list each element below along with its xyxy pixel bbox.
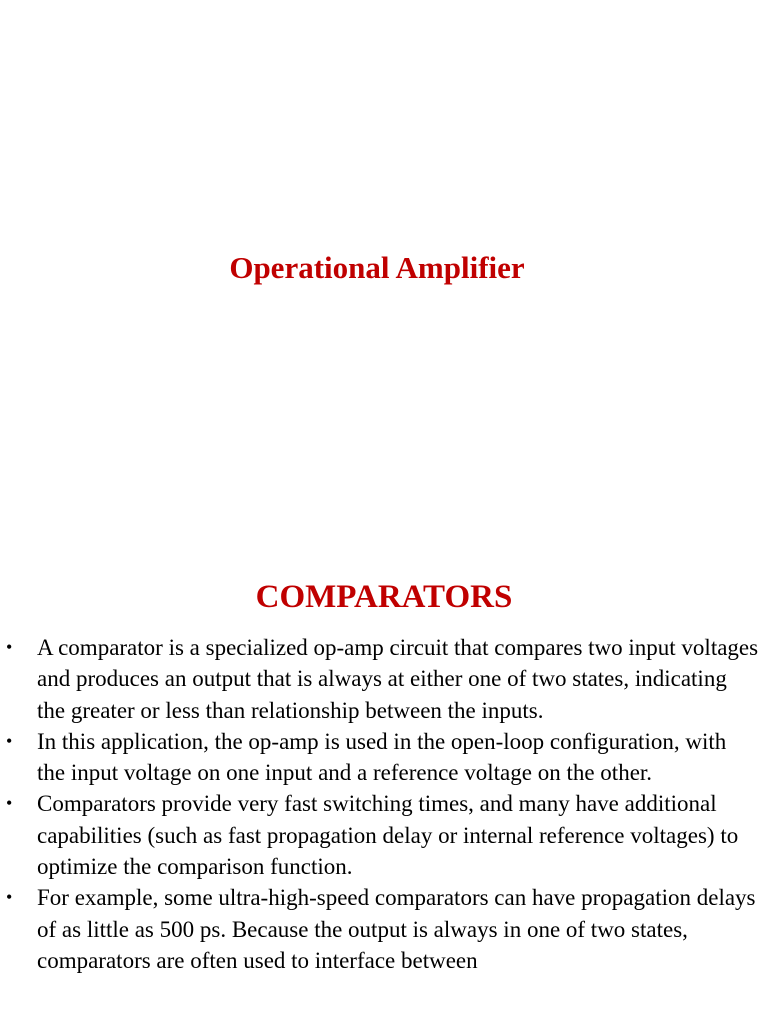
bullet-item xyxy=(0,882,768,976)
comparators-slide xyxy=(0,556,768,1024)
bullet-item xyxy=(0,726,768,789)
bullet-text: Comparators provide very fast switching times, and many have additional capabilities (such as fast propagation delay or internal reference voltages) to optimize the comparison function. xyxy=(37,791,739,880)
bullet-list xyxy=(0,632,768,976)
bullet-icon: • xyxy=(6,730,13,751)
bullet-item xyxy=(0,632,768,726)
bullet-text: A comparator is a specialized op-amp circuit that compares two input voltages and produces an output that is always at either one of two states, indicating the greater or less than relationship between the inputs. xyxy=(37,635,759,723)
bullet-item xyxy=(0,788,768,882)
bullet-icon: • xyxy=(6,637,13,657)
slide-title-operational-amplifier: Operational Amplifier xyxy=(229,250,525,285)
bullet-text: In this application, the op-amp is used in the open-loop configuration, with the input voltage on one input and a reference voltage on the other. xyxy=(37,728,727,786)
bullet-text: For example, some ultra-high-speed comparators can have propagation delays of as little as 500 ps. Because the output is always in one of two states, comparators are often used to interface between xyxy=(37,885,756,973)
bullet-icon: • xyxy=(6,887,13,908)
slide-title-comparators: COMPARATORS xyxy=(255,579,513,615)
bullet-icon: • xyxy=(6,793,13,814)
